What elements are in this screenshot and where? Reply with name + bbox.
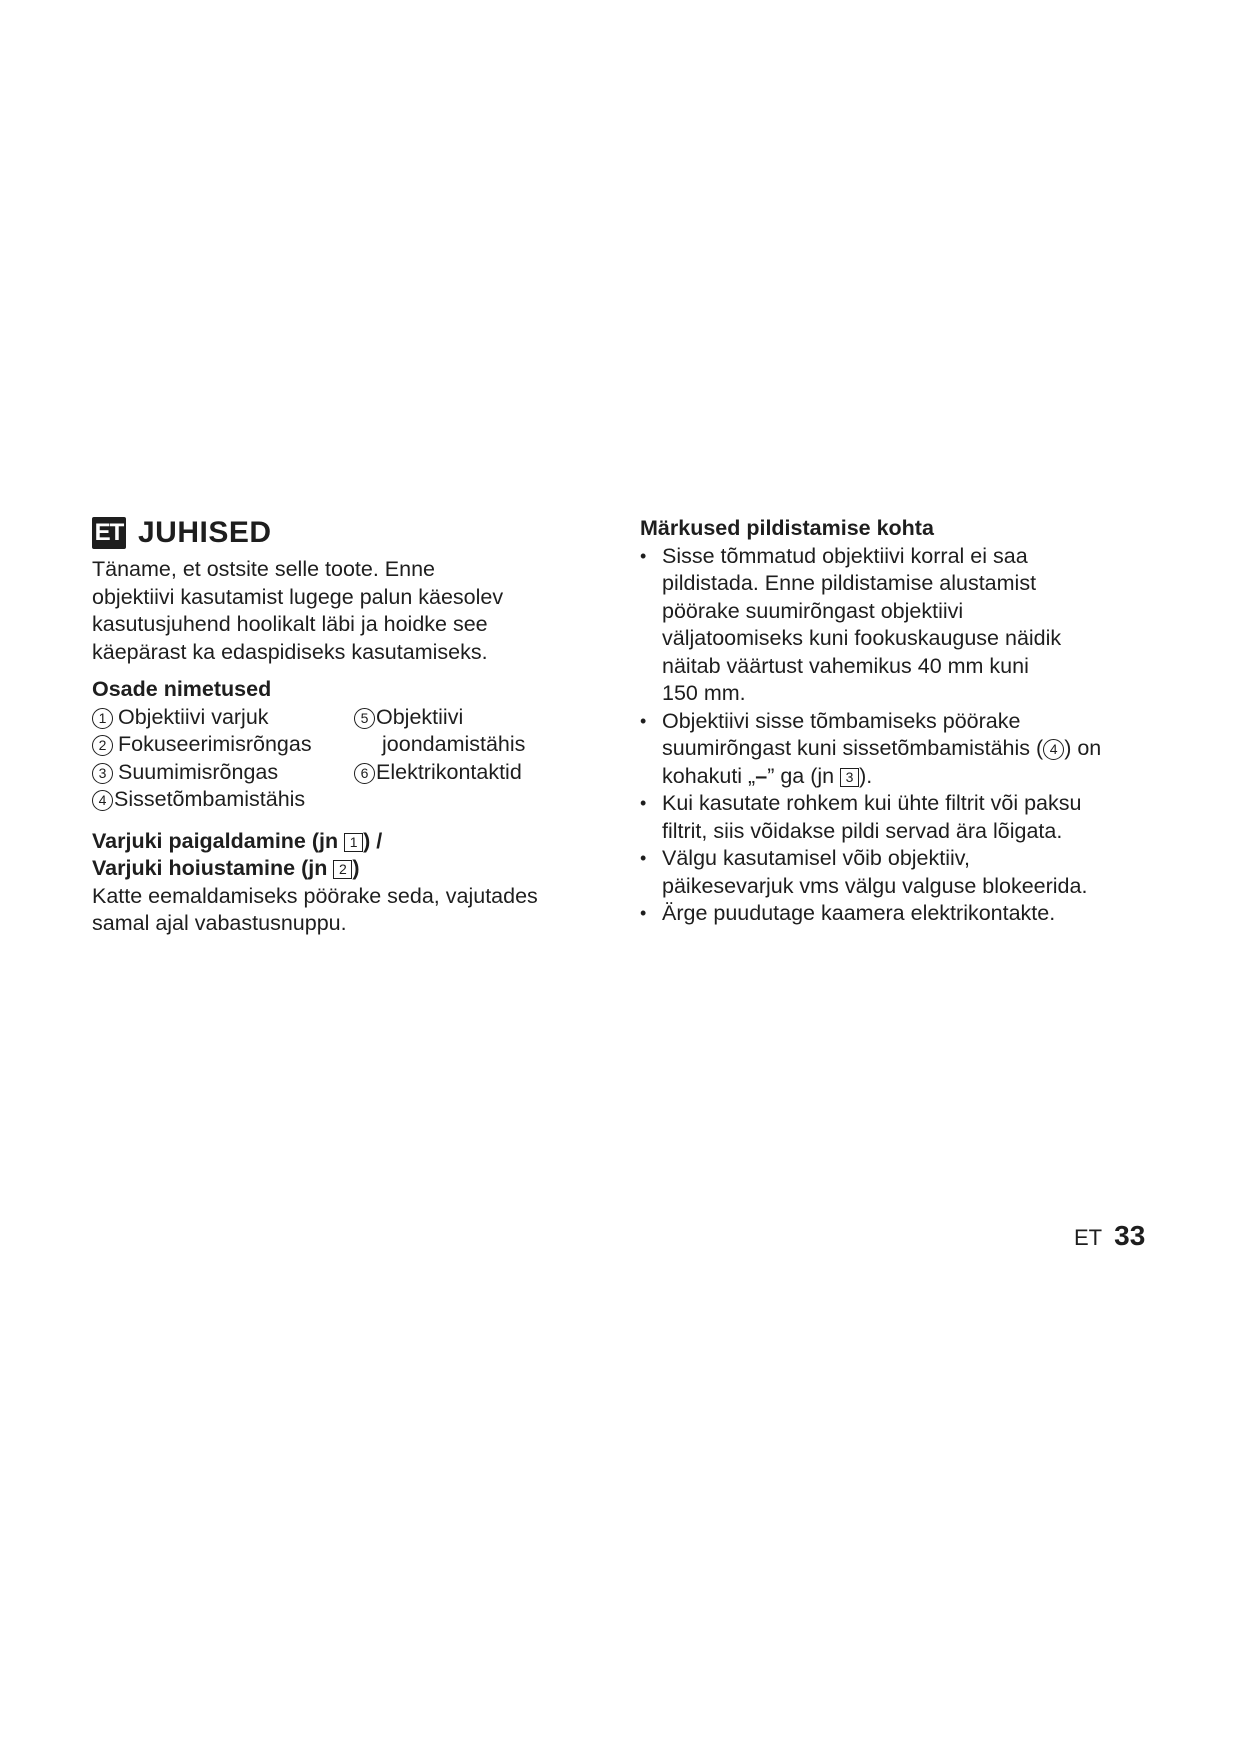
hood-heading-storage: [92, 855, 612, 883]
number-circle-icon: 1: [92, 708, 113, 729]
list-item: [640, 845, 1160, 900]
note-line: • Objektiivi sisse tõmbamiseks pöörake: [662, 708, 1021, 733]
section-header: [92, 512, 612, 554]
list-item: [354, 704, 463, 732]
note-line: pildistada. Enne pildistamise alustamist: [662, 571, 1037, 595]
part-label: Elektrikontaktid: [376, 759, 522, 784]
note-text: ) on: [1064, 736, 1102, 760]
notes-list: [640, 543, 1160, 928]
number-circle-icon: 4: [1043, 739, 1064, 760]
heading-text: ) /: [363, 828, 383, 853]
list-item-continuation: [382, 731, 525, 759]
list-item: [640, 708, 1160, 791]
list-item: [92, 759, 278, 787]
note-line: • Kui kasutate rohkem kui ühte filtrit või paksu: [662, 791, 1082, 815]
language-badge: ET: [92, 517, 126, 549]
number-circle-icon: 2: [92, 735, 113, 756]
page-title: JUHISED: [138, 516, 272, 549]
note-text: ).: [859, 763, 873, 788]
part-label: Suumimisrõngas: [118, 759, 279, 784]
list-item: [92, 731, 312, 759]
number-circle-icon: 6: [354, 763, 375, 784]
heading-text: Varjuki hoiustamine (jn: [92, 856, 334, 880]
hood-paragraph: [92, 883, 612, 938]
intro-line: käepärast ka edaspidiseks kasutamiseks.: [92, 639, 488, 664]
note-line: päikesevarjuk vms välgu valguse blokeerida.: [662, 873, 1088, 898]
note-line: • Ärge puudutage kaamera elektrikontakte.: [662, 901, 1056, 925]
list-item: [640, 790, 1160, 845]
part-label: Objektiivi varjuk: [118, 704, 269, 729]
intro-line: objektiivi kasutamist lugege palun käesolev: [92, 584, 504, 609]
note-text: kohakuti „: [662, 763, 756, 788]
heading-text: Varjuki paigaldamine (jn: [92, 828, 345, 853]
parts-heading: Osade nimetused: [92, 677, 272, 701]
list-item: [354, 759, 522, 787]
hood-line: Katte eemaldamiseks pöörake seda, vajutades: [92, 883, 538, 908]
intro-line: Täname, et ostsite selle toote. Enne: [92, 557, 436, 581]
notes-heading: Märkused pildistamise kohta: [640, 516, 934, 540]
page-number: 33: [1114, 1220, 1146, 1251]
right-column: [640, 515, 1160, 928]
note-line: • Välgu kasutamisel võib objektiiv,: [662, 846, 970, 870]
list-item: [640, 543, 1160, 708]
parts-list: [92, 704, 612, 814]
part-label: joondamistähis: [382, 732, 526, 756]
part-label: Fokuseerimisrõngas: [118, 732, 312, 756]
hood-heading-attach: [92, 828, 612, 856]
number-circle-icon: 3: [92, 763, 113, 784]
note-line: näitab väärtust vahemikus 40 mm kuni: [662, 653, 1029, 678]
figure-ref-icon: 1: [344, 833, 363, 852]
part-label: Objektiivi: [376, 704, 464, 729]
left-column: [92, 512, 612, 938]
note-line: väljatoomiseks kuni fookuskauguse näidik: [662, 626, 1062, 650]
footer-language: ET: [1074, 1225, 1103, 1250]
note-line: pöörake suumirõngast objektiivi: [662, 598, 964, 623]
heading-text: ): [352, 856, 360, 880]
hood-line: samal ajal vabastusnuppu.: [92, 911, 347, 935]
note-line: • Sisse tõmmatud objektiivi korral ei saa: [662, 543, 1028, 568]
part-label: Sissetõmbamistähis: [114, 787, 306, 811]
note-line: 150 mm.: [662, 681, 746, 705]
intro-paragraph: [92, 556, 612, 666]
note-text: ” ga (jn: [767, 763, 841, 788]
note-line: [662, 763, 1160, 791]
number-circle-icon: 5: [354, 708, 375, 729]
list-item: [92, 704, 269, 732]
page-footer: [1074, 1220, 1145, 1252]
figure-ref-icon: 3: [840, 768, 859, 787]
intro-line: kasutusjuhend hoolikalt läbi ja hoidke see: [92, 612, 488, 636]
index-mark-symbol: –: [755, 763, 768, 788]
list-item: [92, 786, 305, 814]
number-circle-icon: 4: [92, 790, 113, 811]
figure-ref-icon: 2: [333, 860, 352, 879]
note-line: [662, 735, 1160, 763]
note-text: suumirõngast kuni sissetõmbamistähis (: [662, 736, 1044, 760]
note-line: filtrit, siis võidakse pildi servad ära lõigata.: [662, 818, 1063, 843]
list-item: [640, 900, 1160, 928]
